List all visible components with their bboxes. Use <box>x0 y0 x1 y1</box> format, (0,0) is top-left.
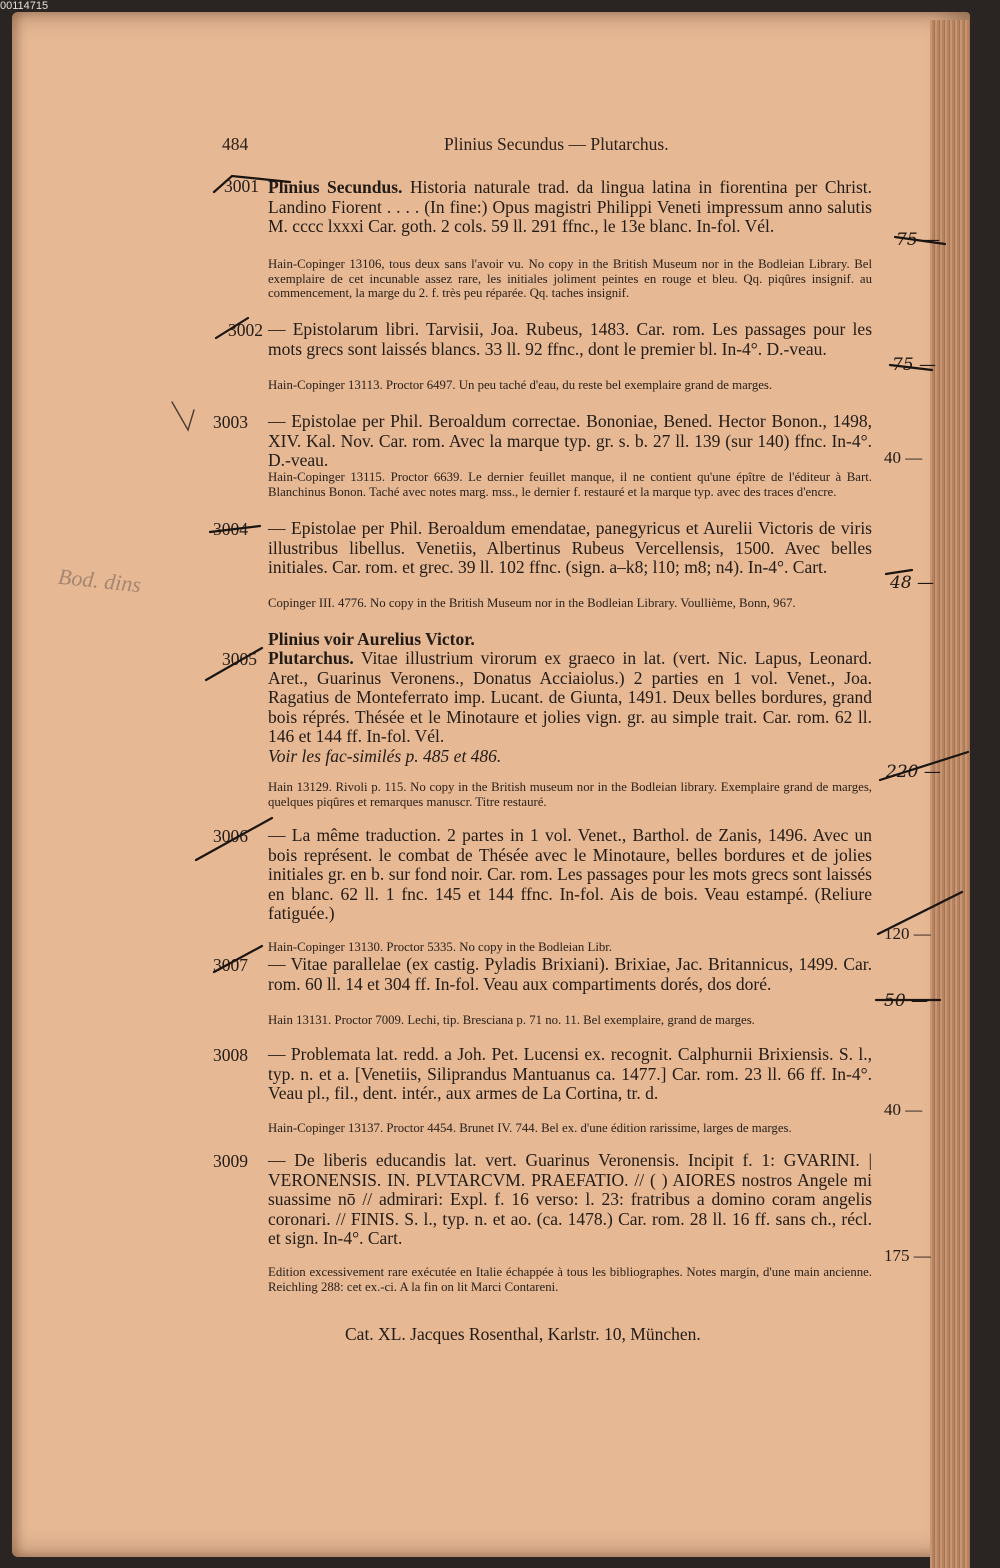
entry-description: — La même traduction. 2 partes in 1 vol. Venet., Barthol. de Zanis, 1496. Avec un bois représent. le combat de Thésée avec le Minotaure, belles bordures et de jolies initiales gr. en b. sur fond noir. Car. rom. Les passages pour les mots grecs sont laissés en blanc. 62 ll. 1 fnc. 145 et 144 ffnc. In-fol. Ais de bois. Veau estampé. (Reliure fatiguée.) <box>268 825 872 923</box>
entry-note: Hain-Copinger 13130. Proctor 5335. No copy in the Bodleian Libr. <box>268 940 613 954</box>
entry-number: 3006 <box>213 826 248 846</box>
entry-description: — Epistolae per Phil. Beroaldum correctae. Bononiae, Bened. Hector Bonon., 1498, XIV. Kal. Nov. Car. rom. Avec la marque typ. gr. s. b. 27 ll. 139 (sur 140) ffnc. In-4°. D.-veau. <box>268 411 872 470</box>
entry-price: 120 — <box>884 924 931 943</box>
running-title: Plinius Secundus — Plutarchus. <box>444 134 669 154</box>
page-edges <box>930 20 970 1568</box>
entry-description: Vitae illustrium virorum ex graeco in lat. (vert. Nic. Lapus, Leonard. Aret., Guarinus Veronens., Donatus Acciaiolus.) 2 parties en 1 vol. Venet., Joa. Ragatius de Monteferrato imp. Lucant. de Giunta, 1491. Deux belles bordures, grand bois réprés. Thésée et le Minotaure et jolies vign. gr. au simple trait. Car. rom. 62 ll. 146 et 144 ff. In-fol. Vél. <box>268 648 872 746</box>
entry-price: 50 — <box>884 991 929 1011</box>
scan-reference: 00114715 <box>0 0 49 12</box>
entry-number: 3004 <box>213 519 248 539</box>
cross-reference: Plinius voir Aurelius Victor. <box>268 629 475 649</box>
entry-number: 3007 <box>213 955 248 975</box>
entry-description: — Epistolae per Phil. Beroaldum emendatae, panegyricus et Aurelii Victoris de viris illustribus libellus. Venetiis, Albertinus Rubeus Vercellensis, 1500. Avec belles initiales. Car. rom. et grec. 39 ll. 102 ffnc. (sign. a–k8; l10; m8; n4). In-4°. Cart. <box>268 518 872 577</box>
entry-price: 75 — <box>896 230 941 250</box>
entry-description: — Epistolarum libri. Tarvisii, Joa. Rubeus, 1483. Car. rom. Les passages pour les mots grecs sont laissés blancs. 33 ll. 92 ffnc., dont le premier bl. In-4°. D.-veau. <box>268 319 872 359</box>
facsimile-reference: Voir les fac-similés p. 485 et 486. <box>268 745 502 766</box>
entry-price: 75 — <box>892 355 937 375</box>
entry-number: 3005 <box>222 649 257 669</box>
entry-price: 40 — <box>884 1100 923 1119</box>
entry-note: Hain-Copinger 13115. Proctor 6639. Le dernier feuillet manque, il ne contient qu'une épître de l'éditeur à Bart. Blanchinus Bonon. Taché avec notes marg. mss., le dernier f. restauré et la marque typ. avec des traces d'encre. <box>268 470 872 499</box>
entry-price: 48 — <box>890 573 935 593</box>
entry-title: Plinius Secundus. <box>268 177 403 197</box>
entry-note: Edition excessivement rare exécutée en Italie échappée à tous les bibliographes. Notes margin, d'une main ancienne. Reichling 288: cet ex.-ci. A la fin on lit Marci Contareni. <box>268 1265 872 1294</box>
entry-number: 3002 <box>228 320 263 340</box>
entry-price: 40 — <box>884 448 923 467</box>
entry-description: — De liberis educandis lat. vert. Guarinus Veronensis. Incipit f. 1: GVARINI. | VERONENSIS. IN. PLVTARCVM. PRAEFATIO. // ( ) AIORES nostros Angele mi suassime nō // admirari: Expl. f. 16 verso: l. 23: fratribus a domino coram angelis coronari. // FINIS. S. l., typ. n. et ao. (ca. 1478.) Car. rom. 28 ll. 16 ff. sans ch., récl. et sign. In-4°. Cart. <box>268 1150 872 1248</box>
entry-text <box>268 649 872 766</box>
entry-price: 175 — <box>884 1246 931 1265</box>
entry-number: 3009 <box>213 1151 248 1171</box>
entry-number: 3008 <box>213 1045 248 1065</box>
entry-note: Hain-Copinger 13106, tous deux sans l'avoir vu. No copy in the British Museum nor in the Bodleian Library. Bel exemplaire de cet incunable assez rare, les initiales joliment peintes en rouge et bleu. Qq. piqûres insignif. au commencement, la marge du 2. f. très peu réparée. Qq. taches insignif. <box>268 257 872 301</box>
entry-description: — Problemata lat. redd. a Joh. Pet. Lucensi ex. recognit. Calphurnii Brixiensis. S. l., typ. n. et a. [Venetiis, Siliprandus Mantuanus ca. 1477.] Car. rom. 23 ll. 66 ff. In-4°. Veau pl., fil., dent. intér., aux armes de La Cortina, tr. d. <box>268 1044 872 1103</box>
entry-price: 220 — <box>886 762 941 782</box>
pencil-margin-note: Bod. dins <box>56 563 143 598</box>
page-footer: Cat. XL. Jacques Rosenthal, Karlstr. 10, München. <box>345 1324 701 1344</box>
entry-note: Hain 13131. Proctor 7009. Lechi, tip. Bresciana p. 71 no. 11. Bel exemplaire, grand de marges. <box>268 1013 755 1027</box>
entry-number: 3001 <box>224 176 259 196</box>
entry-title: Plutarchus. <box>268 648 354 668</box>
entry-note: Copinger III. 4776. No copy in the British Museum nor in the Bodleian Library. Voullième, Bonn, 967. <box>268 596 796 610</box>
entry-note: Hain-Copinger 13113. Proctor 6497. Un peu taché d'eau, du reste bel exemplaire grand de marges. <box>268 378 773 392</box>
page-number: 484 <box>222 134 249 154</box>
entry-note: Hain-Copinger 13137. Proctor 4454. Brunet IV. 744. Bel ex. d'une édition rarissime, larges de marges. <box>268 1121 792 1135</box>
entry-note: Hain 13129. Rivoli p. 115. No copy in the British museum nor in the Bodleian library. Exemplaire grand de marges, quelques piqûres et remarques manuscr. Titre restauré. <box>268 780 872 809</box>
entry-number: 3003 <box>213 412 248 432</box>
entry-description: — Vitae parallelae (ex castig. Pyladis Brixiani). Brixiae, Jac. Britannicus, 1499. Car. rom. 60 ll. 14 et 304 ff. In-fol. Veau aux compartiments dorés, dos doré. <box>268 954 872 994</box>
entry-description: Historia naturale trad. da lingua latina in fiorentina per Christ. Landino Fiorent . . . . (In fine:) Opus magistri Philippi Veneti impressum anno salutis M. cccc lxxxi Car. goth. 2 cols. 59 ll. 291 ffnc., le 13e blanc. In-fol. Vél. <box>268 177 872 236</box>
entry-text <box>268 178 872 237</box>
